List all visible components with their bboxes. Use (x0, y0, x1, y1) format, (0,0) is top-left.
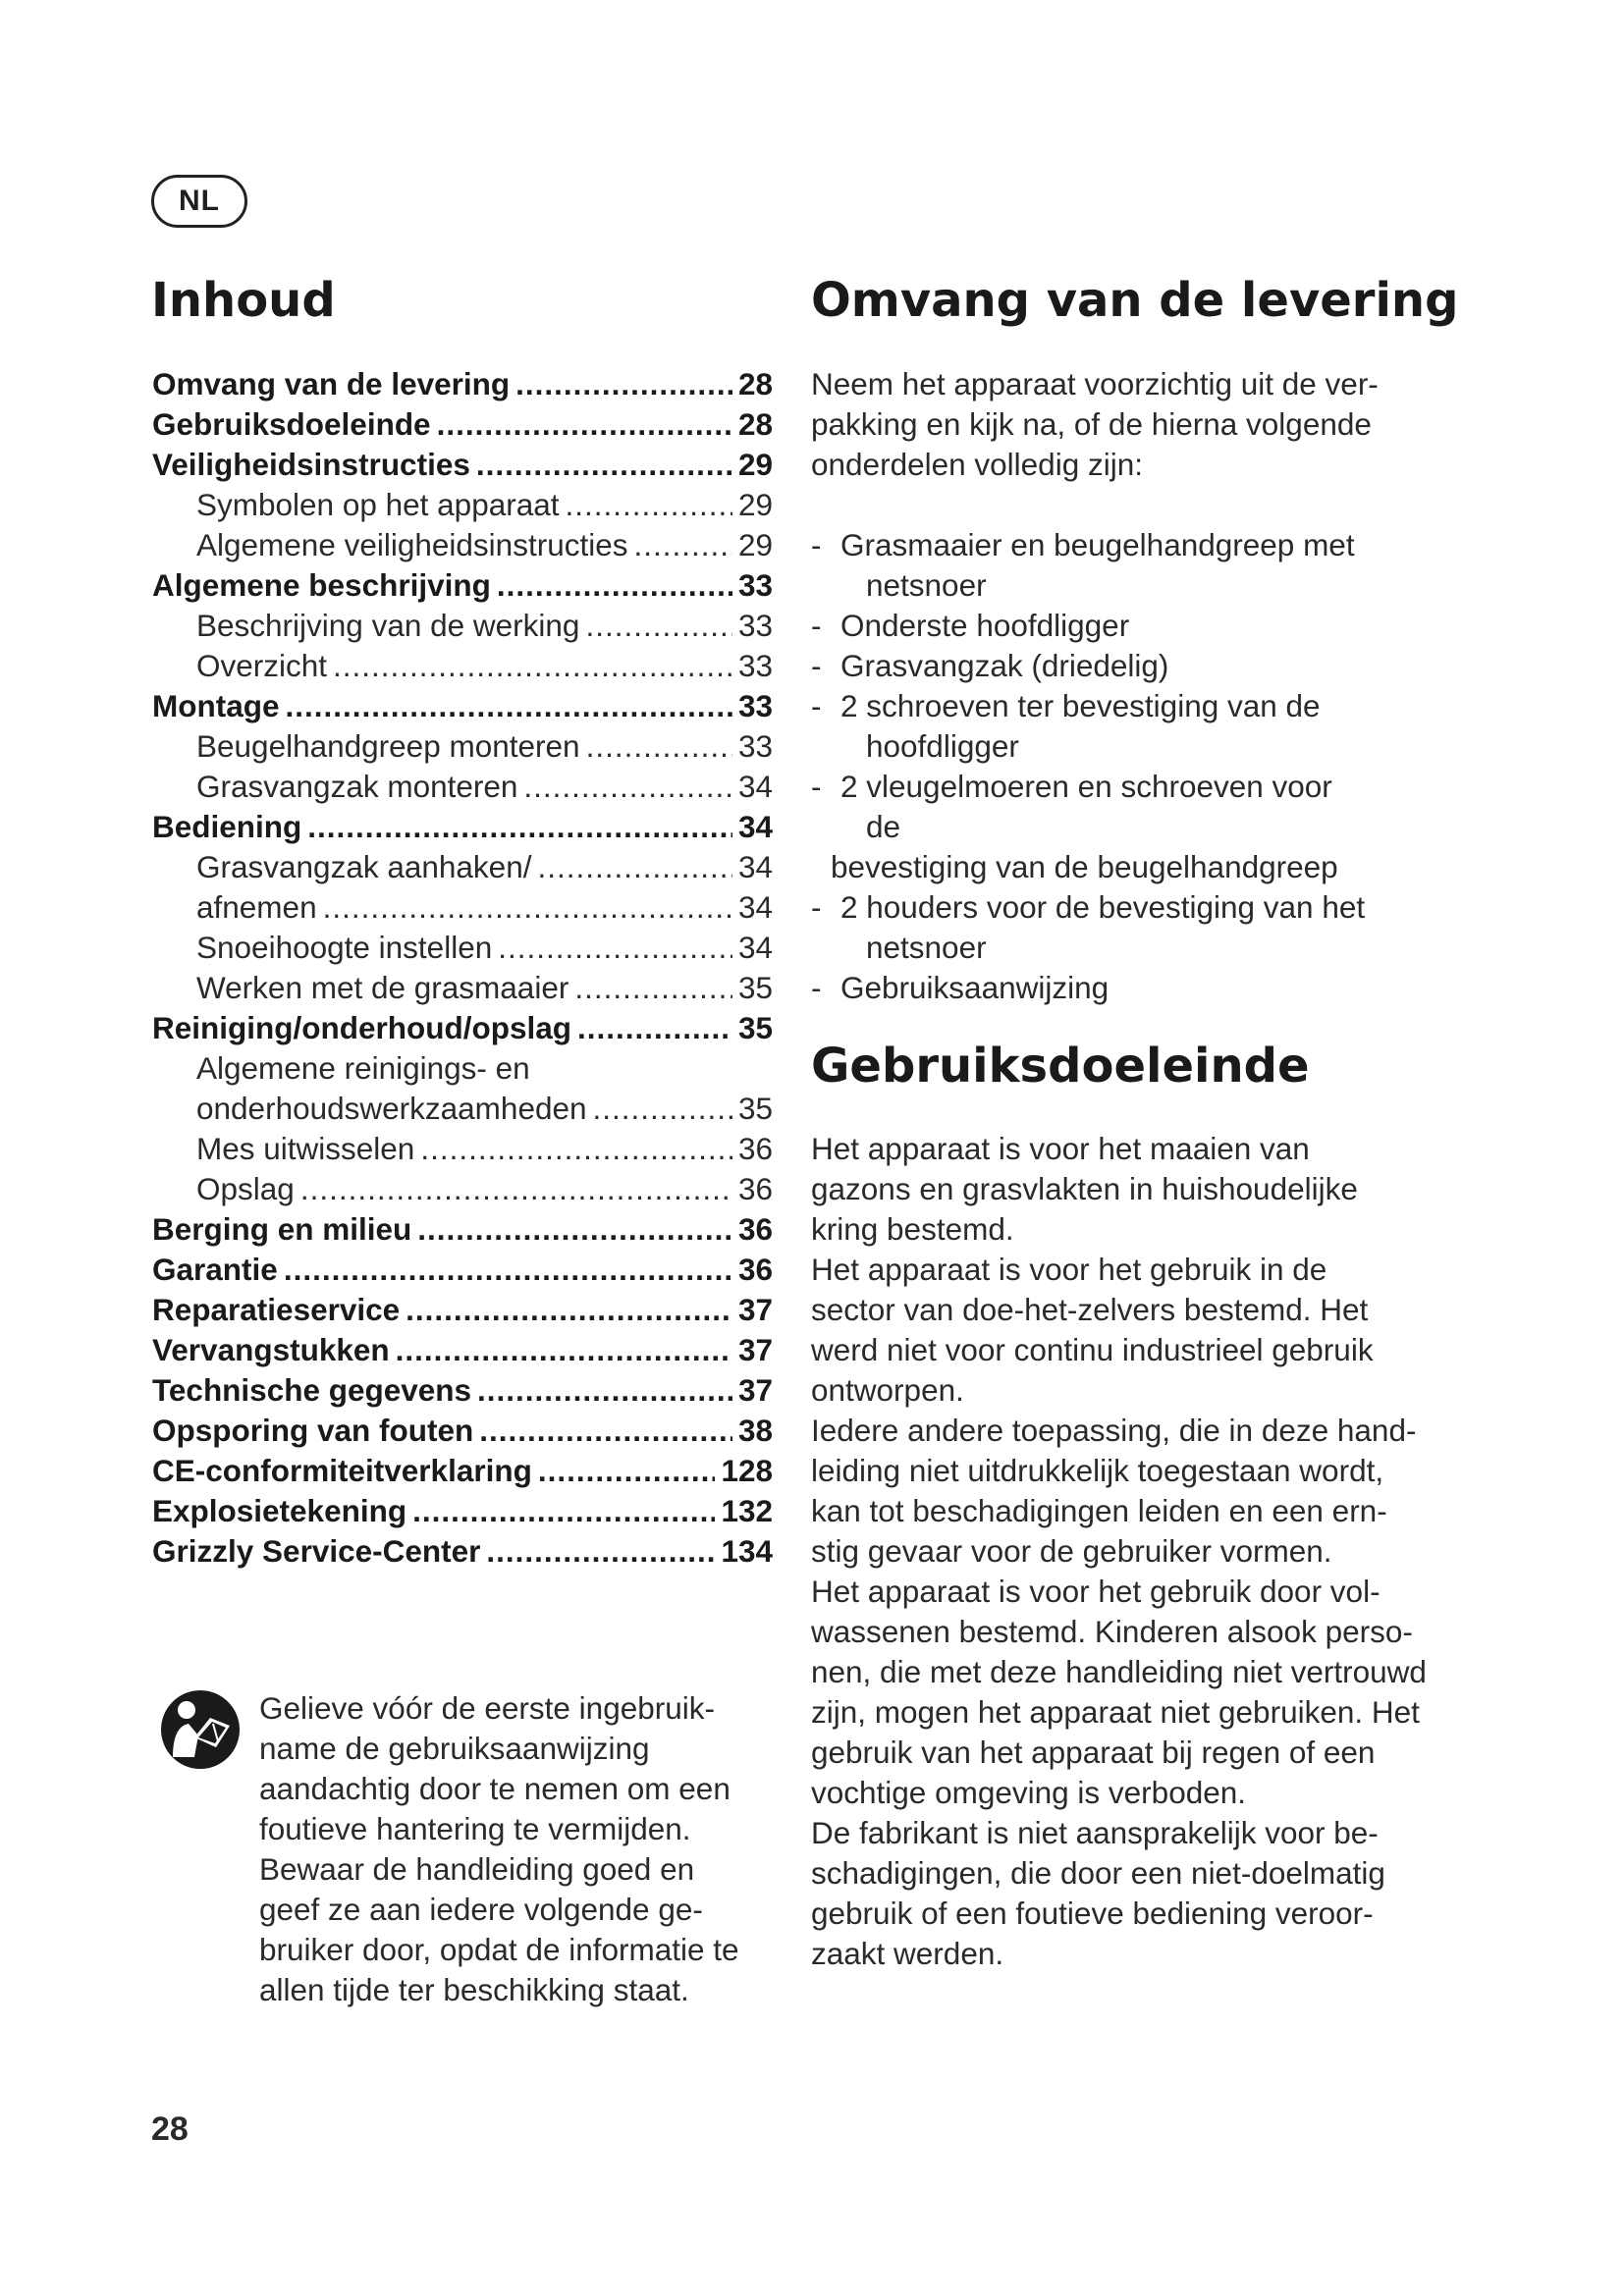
scope-intro-line: Neem het apparaat voorzichtig uit de ver- (811, 366, 1379, 401)
read-manual-icon (159, 1688, 242, 1771)
list-item: - Grasvangzak (driedelig) (811, 648, 1169, 683)
toc-entry-label: Garantie (152, 1252, 278, 1287)
toc-entry[interactable] (152, 1250, 773, 1290)
toc-entry[interactable] (152, 1451, 773, 1491)
toc-entry-page: 35 (737, 1010, 773, 1045)
toc-entry[interactable] (152, 1209, 773, 1250)
toc-title: Inhoud (151, 273, 336, 328)
toc-entry-page: 33 (737, 728, 773, 764)
notice-line: aandachtig door te nemen om een (259, 1771, 731, 1806)
toc-entry[interactable] (152, 1330, 773, 1370)
toc-entry[interactable] (152, 1370, 773, 1411)
toc-subentry[interactable] (152, 1169, 773, 1209)
toc-entry-page: 37 (737, 1332, 773, 1367)
toc-entry-label: Symbolen op het apparaat (196, 487, 560, 522)
notice-line: bruiker door, opdat de informatie te (259, 1932, 739, 1967)
intended-use-line: Iedere andere toepassing, die in deze hand- (811, 1413, 1417, 1448)
list-item: - 2 vleugelmoeren en schroeven voor (811, 769, 1332, 804)
toc-entry[interactable] (152, 1008, 773, 1048)
intended-use-text (811, 1129, 1479, 1974)
toc-entry-label: Algemene reinigings- en (196, 1050, 530, 1086)
intended-use-line: schadigingen, die door een niet-doelmatig (811, 1855, 1385, 1891)
scope-intro-line: pakking en kijk na, of de hierna volgende (811, 406, 1372, 442)
toc-subentry[interactable] (152, 606, 773, 646)
toc-entry-page: 36 (737, 1131, 773, 1166)
toc-entry-label: Grasvangzak aanhaken/ (196, 849, 532, 884)
toc-entry[interactable] (152, 1411, 773, 1451)
scope-intro (811, 364, 1479, 485)
intended-use-line: nen, die met deze handleiding niet vertrouwd (811, 1654, 1427, 1689)
toc-entry[interactable] (152, 686, 773, 726)
toc-subentry[interactable] (152, 767, 773, 807)
list-item-continuation: netsnoer (866, 930, 987, 965)
intended-use-line: kring bestemd. (811, 1211, 1014, 1247)
intended-use-line: werd niet voor continu industrieel gebruik (811, 1332, 1374, 1367)
intended-use-line: gazons en grasvlakten in huishoudelijke (811, 1171, 1358, 1206)
intended-use-line: gebruik of een foutieve bediening veroor- (811, 1896, 1374, 1931)
toc-entry-page: 37 (737, 1292, 773, 1327)
toc-subentry[interactable] (152, 1089, 773, 1129)
toc-entry-page: 35 (737, 970, 773, 1005)
list-item: - Gebruiksaanwijzing (811, 970, 1110, 1005)
notice-line: geef ze aan iedere volgende ge- (259, 1892, 703, 1927)
notice-line: allen tijde ter beschikking staat. (259, 1972, 689, 2007)
intended-use-line: zaakt werden. (811, 1936, 1004, 1971)
toc-subentry[interactable] (152, 485, 773, 525)
toc-entry-page: 36 (737, 1171, 773, 1206)
toc-entry-label: Explosietekening (152, 1493, 407, 1528)
toc-entry-label: Werken met de grasmaaier (196, 970, 569, 1005)
toc-entry-label: Snoeihoogte instellen (196, 930, 493, 965)
toc-subentry[interactable] (152, 1048, 773, 1089)
scope-item-list (811, 525, 1479, 1008)
notice-line: foutieve hantering te vermijden. (259, 1811, 691, 1846)
intended-use-line: Het apparaat is voor het maaien van (811, 1131, 1310, 1166)
list-item-continuation: hoofdligger (866, 728, 1019, 764)
toc-entry-label: Reparatieservice (152, 1292, 401, 1327)
toc-entry-page: 34 (737, 889, 773, 925)
toc-entry-label: Veiligheidsinstructies (152, 447, 470, 482)
notice-line: name de gebruiksaanwijzing (259, 1731, 650, 1766)
toc-entry-label: Omvang van de levering (152, 366, 511, 401)
toc-entry-page: 132 (721, 1493, 773, 1528)
toc-entry-page: 36 (737, 1211, 773, 1247)
intended-use-line: ontworpen. (811, 1372, 964, 1408)
toc-entry-label: Beschrijving van de werking (196, 608, 580, 643)
toc-entry-page: 37 (737, 1372, 773, 1408)
intended-use-title: Gebruiksdoeleinde (811, 1039, 1310, 1094)
toc-entry-label: Technische gegevens (152, 1372, 472, 1408)
list-item: - 2 schroeven ter bevestiging van de (811, 688, 1321, 723)
toc-entry-page: 33 (737, 608, 773, 643)
scope-intro-line: onderdelen volledig zijn: (811, 447, 1143, 482)
page-number: 28 (151, 2110, 189, 2148)
toc-entry[interactable] (152, 364, 773, 404)
toc-entry-label: Opsporing van fouten (152, 1413, 474, 1448)
intended-use-line: wassenen bestemd. Kinderen alsook perso- (811, 1614, 1413, 1649)
toc-subentry[interactable] (152, 646, 773, 686)
toc-entry-page: 36 (737, 1252, 773, 1287)
toc-subentry[interactable] (152, 726, 773, 767)
intended-use-line: Het apparaat is voor het gebruik door vol- (811, 1574, 1380, 1609)
toc-entry-page: 33 (737, 648, 773, 683)
intended-use-line: stig gevaar voor de gebruiker vormen. (811, 1533, 1332, 1569)
toc-entry[interactable] (152, 807, 773, 847)
toc-entry[interactable] (152, 1290, 773, 1330)
toc-entry[interactable] (152, 445, 773, 485)
toc-entry-page: 33 (737, 567, 773, 603)
list-item-continuation: de (866, 809, 901, 844)
toc-entry-page: 29 (737, 487, 773, 522)
toc-entry-page: 34 (737, 809, 773, 844)
toc-entry-page: 34 (737, 930, 773, 965)
toc-entry-page: 38 (737, 1413, 773, 1448)
list-item-continuation: bevestiging van de beugelhandgreep (831, 849, 1338, 884)
toc-entry-label: afnemen (196, 889, 317, 925)
table-of-contents (152, 364, 773, 1572)
toc-subentry[interactable] (152, 928, 773, 968)
toc-entry-label: Berging en milieu (152, 1211, 412, 1247)
toc-subentry[interactable] (152, 968, 773, 1008)
notice-line: Gelieve vóór de eerste ingebruik- (259, 1690, 715, 1726)
toc-entry-label: Gebruiksdoeleinde (152, 406, 431, 442)
toc-entry-label: Overzicht (196, 648, 328, 683)
notice-text (259, 1688, 809, 2010)
language-badge: NL (151, 175, 247, 228)
toc-entry-page: 34 (737, 769, 773, 804)
toc-subentry[interactable] (152, 887, 773, 928)
list-item-continuation: netsnoer (866, 567, 987, 603)
toc-entry-label: Vervangstukken (152, 1332, 390, 1367)
intended-use-line: Het apparaat is voor het gebruik in de (811, 1252, 1327, 1287)
toc-entry-page: 33 (737, 688, 773, 723)
toc-entry-label: Reiniging/onderhoud/opslag (152, 1010, 571, 1045)
intended-use-line: kan tot beschadigingen leiden en een ern- (811, 1493, 1387, 1528)
list-item: - Grasmaaier en beugelhandgreep met (811, 527, 1355, 562)
scope-of-delivery-title: Omvang van de levering (811, 273, 1459, 328)
intended-use-line: vochtige omgeving is verboden. (811, 1775, 1247, 1810)
toc-entry-page: 35 (737, 1091, 773, 1126)
notice-line: Bewaar de handleiding goed en (259, 1851, 695, 1887)
toc-subentry[interactable] (152, 525, 773, 565)
toc-subentry[interactable] (152, 1129, 773, 1169)
toc-entry-label: Grasvangzak monteren (196, 769, 518, 804)
toc-entry-page: 28 (737, 366, 773, 401)
toc-entry-label: Grizzly Service-Center (152, 1533, 481, 1569)
toc-entry[interactable] (152, 565, 773, 606)
intended-use-line: sector van doe-het-zelvers bestemd. Het (811, 1292, 1369, 1327)
intended-use-line: zijn, mogen het apparaat niet gebruiken. Het (811, 1694, 1420, 1730)
list-item: - 2 houders voor de bevestiging van het (811, 889, 1366, 925)
toc-entry[interactable] (152, 1491, 773, 1531)
toc-entry-page: 29 (737, 527, 773, 562)
toc-entry-label: onderhoudswerkzaamheden (196, 1091, 587, 1126)
toc-entry-label: Algemene beschrijving (152, 567, 491, 603)
toc-entry-page: 34 (737, 849, 773, 884)
intended-use-line: gebruik van het apparaat bij regen of een (811, 1735, 1376, 1770)
intended-use-line: leiding niet uitdrukkelijk toegestaan wordt, (811, 1453, 1384, 1488)
toc-entry[interactable] (152, 404, 773, 445)
toc-entry-label: Opslag (196, 1171, 295, 1206)
toc-entry-page: 134 (721, 1533, 773, 1569)
toc-entry-page: 28 (737, 406, 773, 442)
toc-entry[interactable] (152, 1531, 773, 1572)
toc-entry-label: Bediening (152, 809, 302, 844)
toc-entry-label: CE-conformiteitverklaring (152, 1453, 532, 1488)
list-item: - Onderste hoofdligger (811, 608, 1130, 643)
toc-entry-page: 29 (737, 447, 773, 482)
toc-entry-label: Beugelhandgreep monteren (196, 728, 580, 764)
toc-subentry[interactable] (152, 847, 773, 887)
toc-entry-page: 128 (721, 1453, 773, 1488)
toc-entry-label: Montage (152, 688, 280, 723)
toc-entry-label: Algemene veiligheidsinstructies (196, 527, 628, 562)
toc-entry-label: Mes uitwisselen (196, 1131, 415, 1166)
intended-use-line: De fabrikant is niet aansprakelijk voor be- (811, 1815, 1379, 1850)
